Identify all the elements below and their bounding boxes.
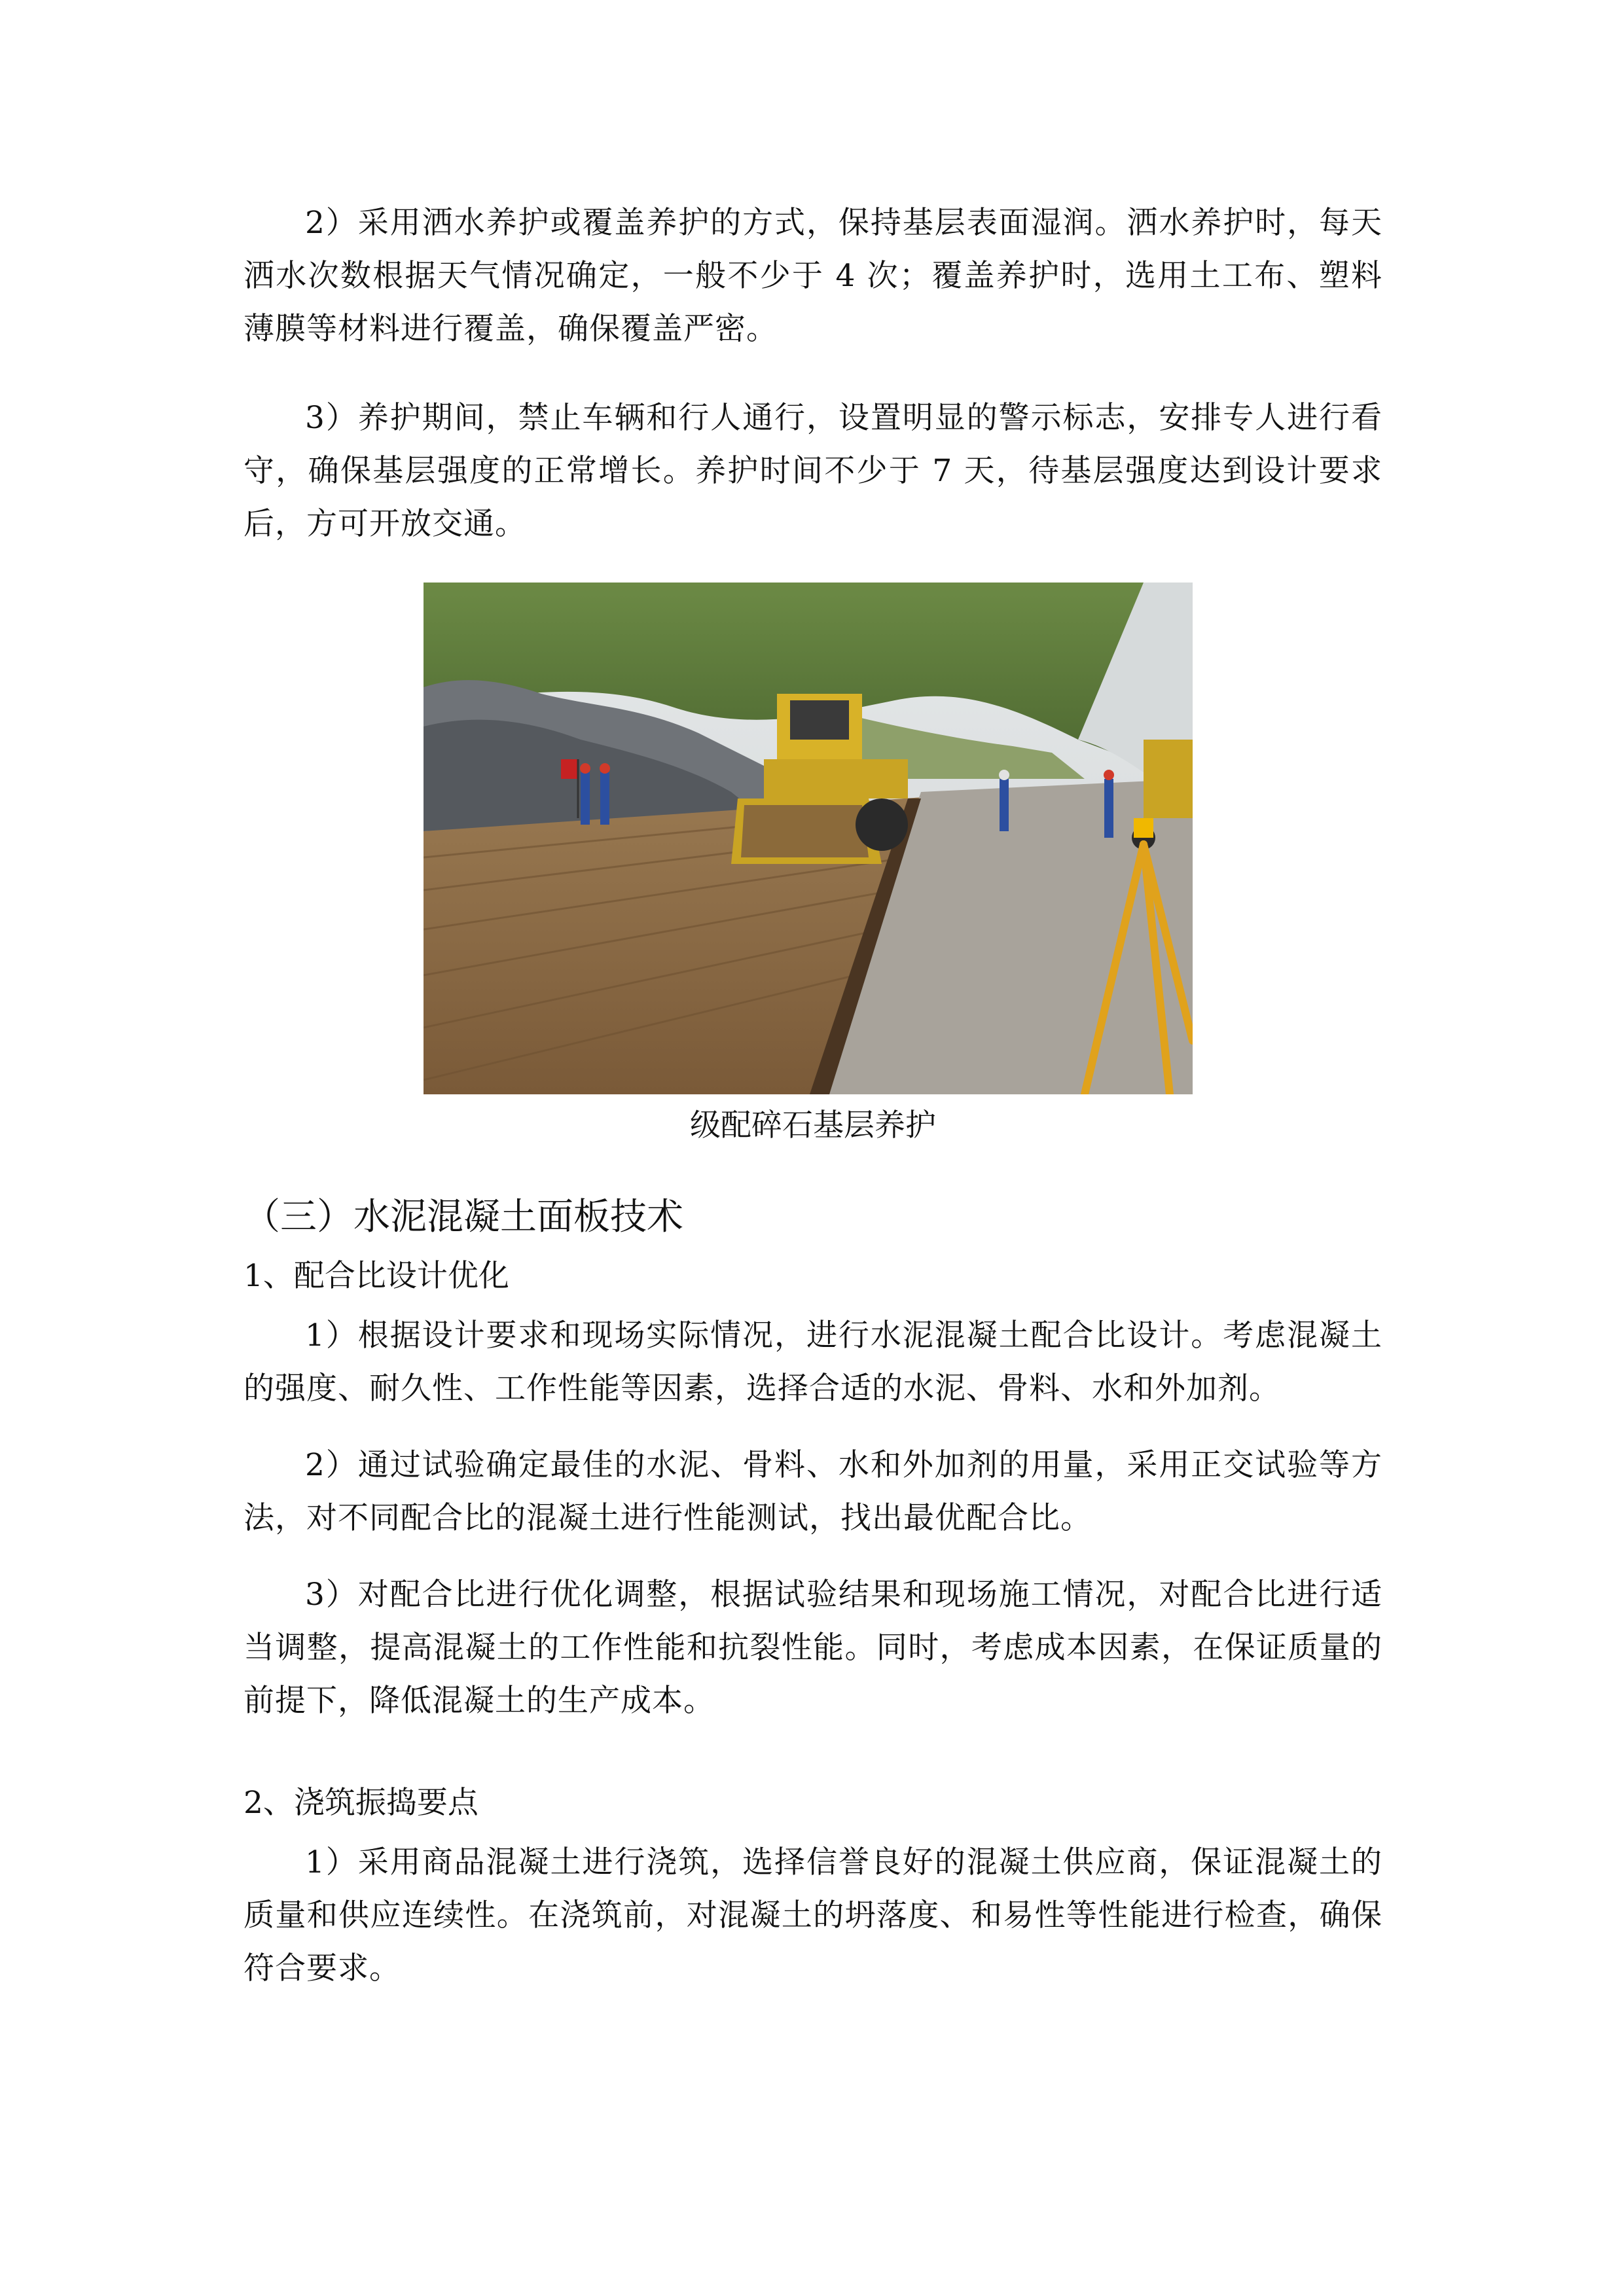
paragraph-mix-design-1: 1）根据设计要求和现场实际情况，进行水泥混凝土配合比设计。考虑混凝土的强度、耐久性、工作性能等因素，选择合适的水泥、骨料、水和外加剂。 xyxy=(244,1318,1382,1407)
construction-photo xyxy=(424,583,1193,1094)
paragraph-curing-period: 3）养护期间，禁止车辆和行人通行，设置明显的警示标志，安排专人进行看守，确保基层强度的正常增长。养护时间不少于 7 天，待基层强度达到设计要求后，方可开放交通。 xyxy=(244,400,1382,542)
section-title: （三）水泥混凝土面板技术 xyxy=(244,1196,683,1238)
subsection-heading-pouring: 2、浇筑振捣要点 xyxy=(244,1785,478,1821)
paragraph-mix-design-3: 3）对配合比进行优化调整，根据试验结果和现场施工情况，对配合比进行适当调整，提高混凝土的工作性能和抗裂性能。同时，考虑成本因素，在保证质量的前提下，降低混凝土的生产成本。 xyxy=(244,1577,1382,1719)
figure-caption: 级配碎石基层养护 xyxy=(690,1107,936,1143)
paragraph-mix-design-2: 2）通过试验确定最佳的水泥、骨料、水和外加剂的用量，采用正交试验等方法，对不同配合比的混凝土进行性能测试，找出最优配合比。 xyxy=(244,1447,1382,1536)
subsection-heading-mix-design: 1、配合比设计优化 xyxy=(244,1258,509,1294)
paragraph-pouring-1: 1）采用商品混凝土进行浇筑，选择信誉良好的混凝土供应商，保证混凝土的质量和供应连续性。在浇筑前，对混凝土的坍落度、和易性等性能进行检查，确保符合要求。 xyxy=(244,1844,1382,1986)
paragraph-watering-curing: 2）采用洒水养护或覆盖养护的方式，保持基层表面湿润。洒水养护时，每天洒水次数根据天气情况确定，一般不少于 4 次；覆盖养护时，选用土工布、塑料薄膜等材料进行覆盖，确保覆盖严密。 xyxy=(244,205,1382,347)
